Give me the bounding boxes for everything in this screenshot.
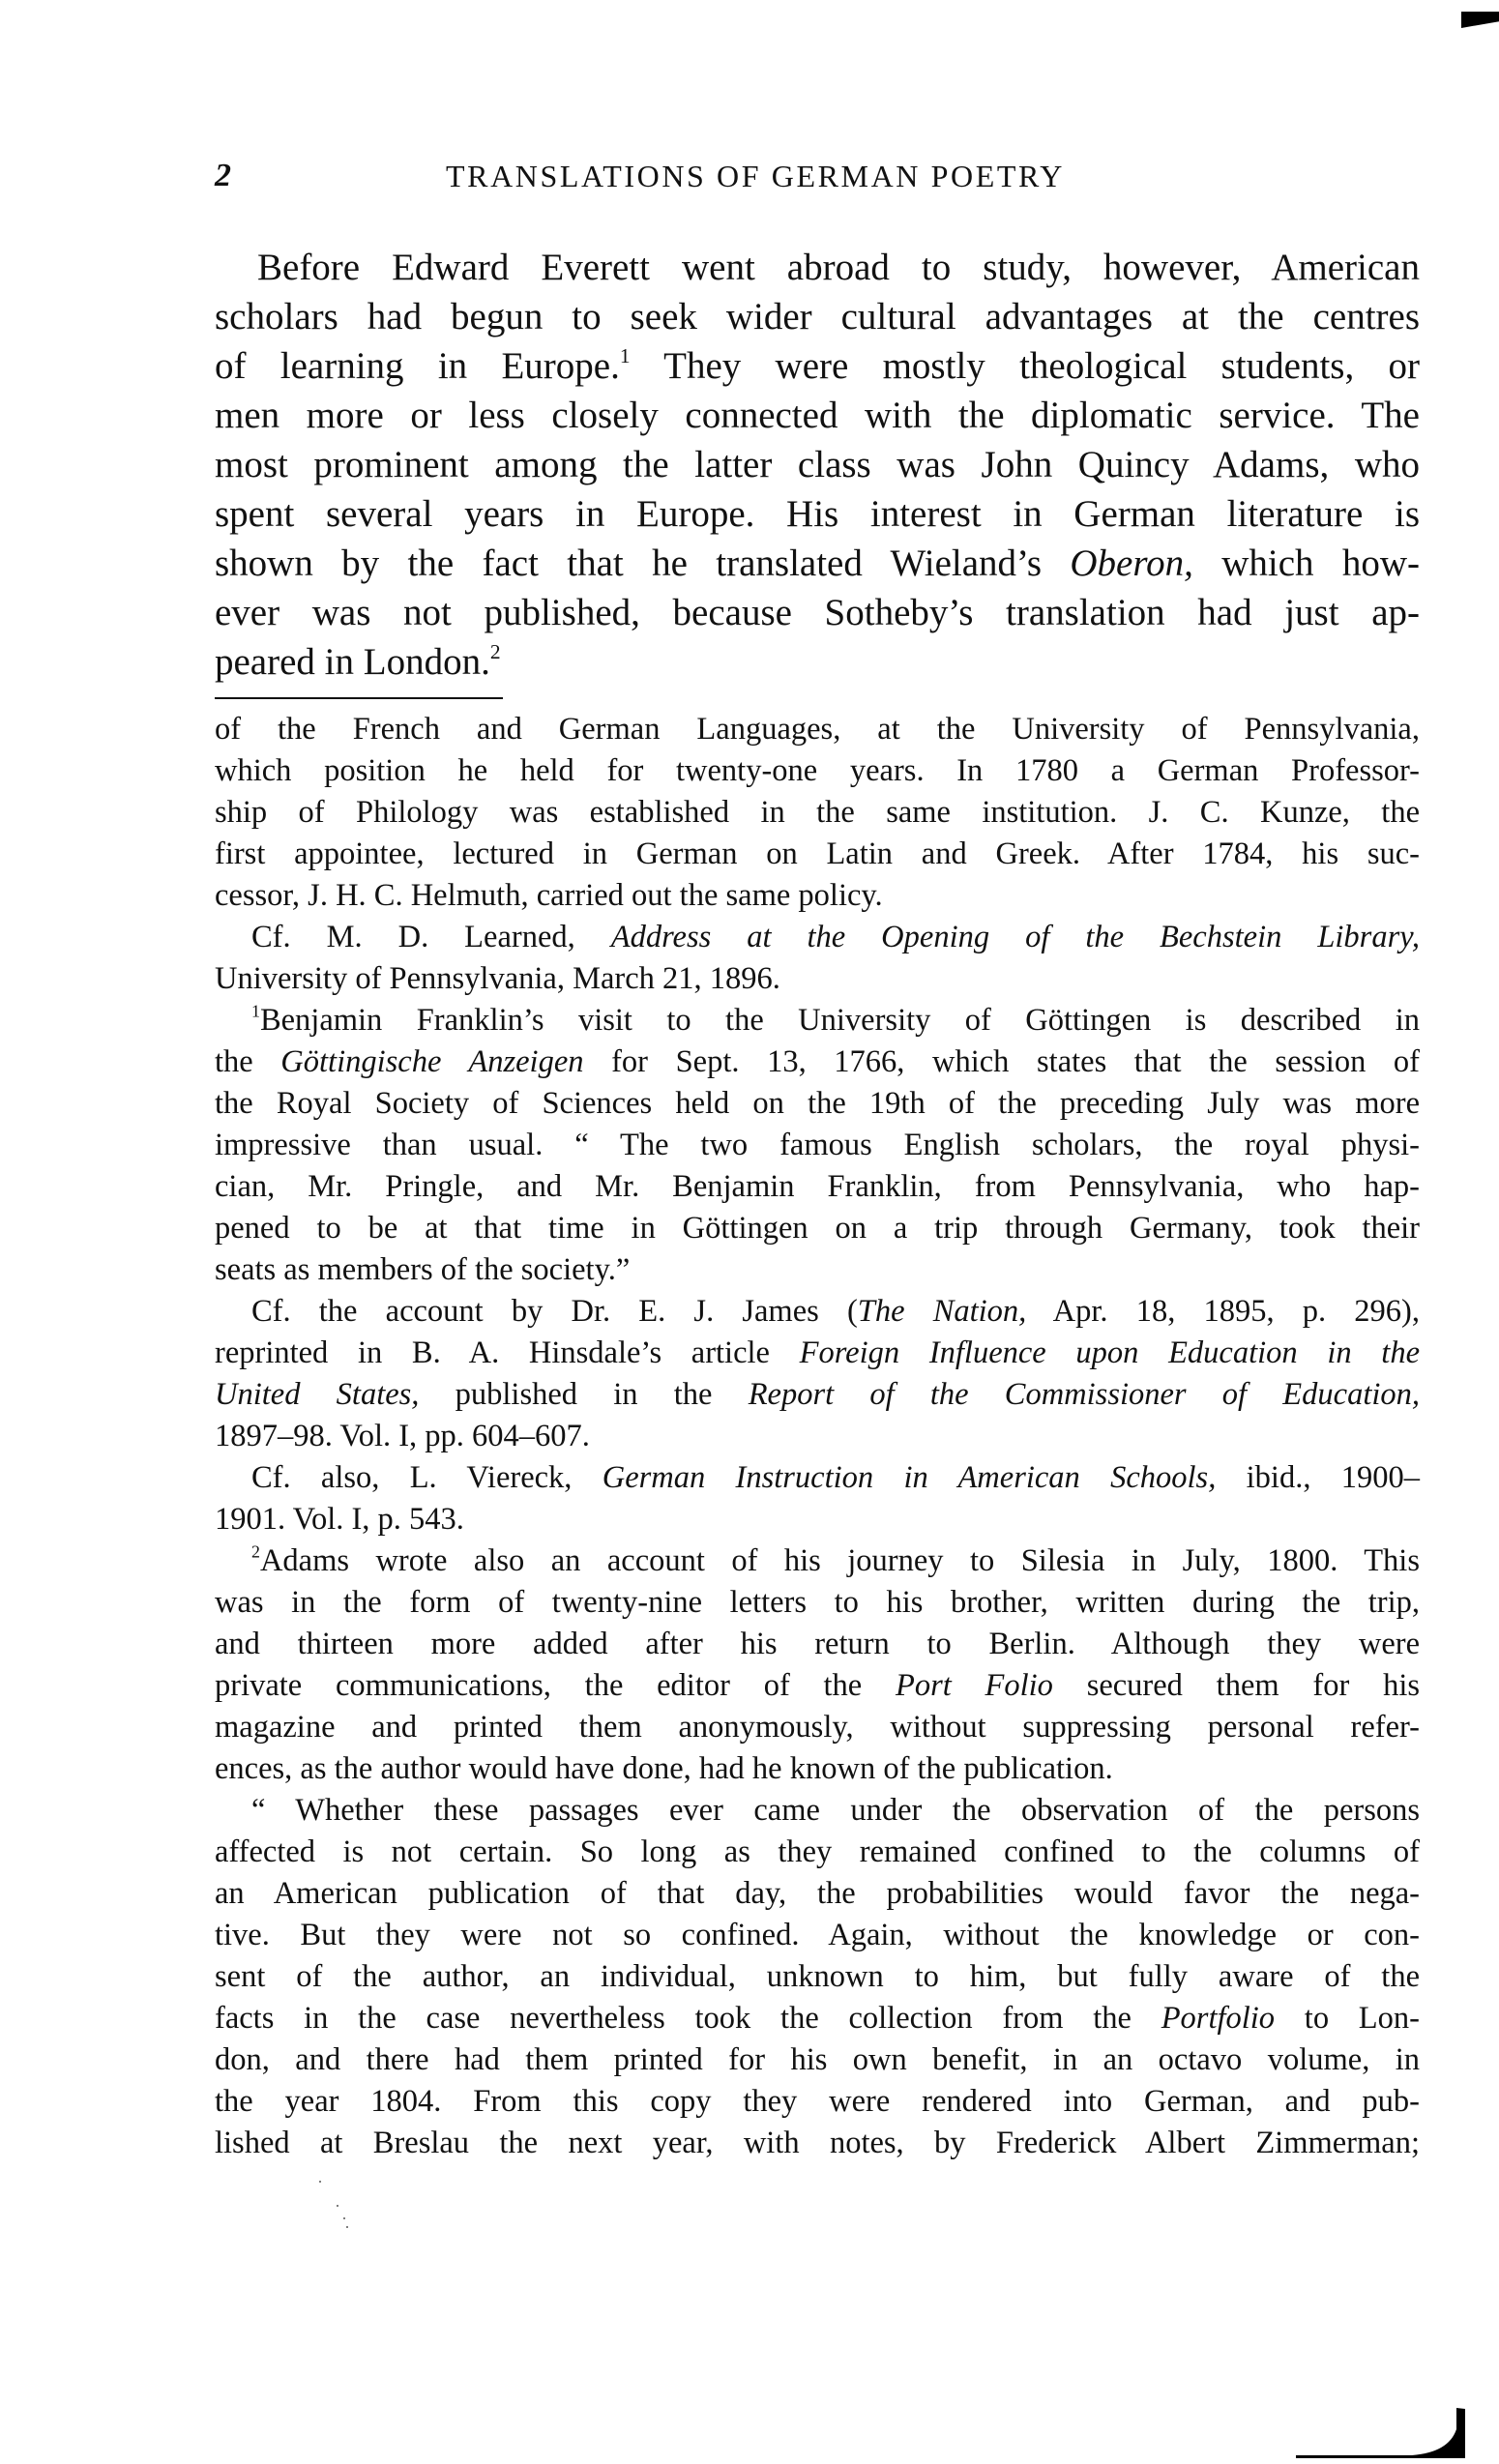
footnote-1-line: $^1$Benjamin Franklin’s visit to the University of Göttingen is described in [251, 1001, 1420, 1038]
body-line: of learning in Europe.$^1$ They were mostly theological students, or [215, 343, 1420, 387]
speck [346, 2226, 348, 2228]
footnote-line: of the French and German Languages, at the University of Pennsylvania, [215, 712, 1420, 747]
speck [337, 2205, 338, 2207]
footnote-2-line: $^2$Adams wrote also an account of his journey to Silesia in July, 1800. This [251, 1541, 1420, 1578]
footnote-ref-2[interactable]: 2 [489, 639, 501, 663]
footnote-1-line: seats as members of the society.” [215, 1252, 631, 1287]
footnote-line: University of Pennsylvania, March 21, 1896. [215, 961, 780, 996]
footnote-2-quote-line: sent of the author, an individual, unknown to him, but fully aware of the [215, 1959, 1420, 1994]
page-number: 2 [215, 158, 231, 193]
body-line: most prominent among the latter class was John Quincy Adams, who [215, 444, 1420, 485]
footnote-1-line: 1901. Vol. I, p. 543. [215, 1502, 464, 1537]
footnote-1-line: 1897–98. Vol. I, pp. 604–607. [215, 1419, 590, 1453]
footnote-1-line: Cf. also, L. Viereck, German Instruction in American Schools, ibid., 1900– [251, 1460, 1421, 1495]
scan-specks [319, 2181, 377, 2239]
running-head [215, 155, 1420, 197]
footnote-1-line: the Göttingische Anzeigen for Sept. 13, 1766, which states that the session of [215, 1044, 1420, 1079]
footnote-1-line: United States, published in the Report of the Commissioner of Education, [215, 1377, 1420, 1412]
body-line: scholars had begun to seek wider cultural advantages at the centres [215, 296, 1420, 337]
italic-title: Oberon, [1070, 543, 1193, 584]
footnote-2-quote-line: tive. But they were not so confined. Again, without the knowledge or con- [215, 1918, 1420, 1952]
body-line: men more or less closely connected with the diplomatic service. The [215, 395, 1420, 436]
footnote-1-line: Cf. the account by Dr. E. J. James (The Nation, Apr. 18, 1895, p. 296), [251, 1294, 1421, 1329]
footnote-2-quote-line: lished at Breslau the next year, with notes, by Frederick Albert Zimmerman; [215, 2126, 1420, 2160]
body-line: ever was not published, because Sotheby’s translation had just ap- [215, 592, 1420, 633]
body-line: Before Edward Everett went abroad to study, however, American [257, 247, 1420, 288]
footnote-2-line: ences, as the author would have done, had he known of the publication. [215, 1751, 1113, 1786]
scan-corner-curl [1296, 2408, 1465, 2458]
footnote-2-quote-line: don, and there had them printed for his own benefit, in an octavo volume, in [215, 2042, 1420, 2077]
footnote-line: Cf. M. D. Learned, Address at the Opening of the Bechstein Library, [251, 920, 1420, 954]
footnote-2-quote-line: the year 1804. From this copy they were rendered into German, and pub- [215, 2084, 1420, 2119]
footnote-2-quote-line: affected is not certain. So long as they remained confined to the columns of [215, 1834, 1420, 1869]
footnote-2-line: private communications, the editor of the Port Folio secured them for his [215, 1668, 1420, 1703]
scan-corner-mark [1461, 12, 1499, 28]
footnote-2-line: magazine and printed them anonymously, without suppressing personal refer- [215, 1710, 1420, 1745]
footnote-ref-1[interactable]: 1 [619, 343, 631, 367]
footnote-line: ship of Philology was established in the same institution. J. C. Kunze, the [215, 795, 1420, 830]
footnote-1-line: cian, Mr. Pringle, and Mr. Benjamin Franklin, from Pennsylvania, who hap- [215, 1169, 1420, 1204]
footnote-1-line: the Royal Society of Sciences held on the 19th of the preceding July was more [215, 1086, 1420, 1121]
footnote-2-line: and thirteen more added after his return to Berlin. Although they were [215, 1627, 1420, 1661]
running-title: TRANSLATIONS OF GERMAN POETRY [446, 159, 1065, 193]
footnote-1-line: reprinted in B. A. Hinsdale’s article Foreign Influence upon Education in the [215, 1335, 1420, 1370]
footnote-2-quote-line: facts in the case nevertheless took the collection from the Portfolio to Lon- [215, 2001, 1420, 2036]
footnote-marker-2: 2 [251, 1541, 260, 1562]
body-line: peared in London.$^2$ [215, 639, 501, 683]
body-line: spent several years in Europe. His interest in German literature is [215, 493, 1420, 535]
footnote-1-line: pened to be at that time in Göttingen on a trip through Germany, took their [215, 1211, 1420, 1246]
footnote-separator-rule [215, 697, 503, 699]
speck [343, 2217, 345, 2219]
footnote-line: which position he held for twenty-one years. In 1780 a German Professor- [215, 753, 1420, 788]
footnote-2-quote-line: “ Whether these passages ever came under the observation of the persons [251, 1793, 1420, 1828]
footnote-line: cessor, J. H. C. Helmuth, carried out the same policy. [215, 878, 883, 913]
speck [319, 2181, 321, 2183]
body-line: shown by the fact that he translated Wieland’s Oberon, which how- [215, 543, 1420, 584]
footnote-1-line: impressive than usual. “ The two famous English scholars, the royal physi- [215, 1128, 1420, 1162]
footnote-2-line: was in the form of twenty-nine letters to his brother, written during the trip, [215, 1585, 1420, 1620]
footnote-line: first appointee, lectured in German on Latin and Greek. After 1784, his suc- [215, 836, 1420, 871]
footnote-marker-1: 1 [251, 1001, 260, 1021]
footnote-2-quote-line: an American publication of that day, the probabilities would favor the nega- [215, 1876, 1420, 1911]
